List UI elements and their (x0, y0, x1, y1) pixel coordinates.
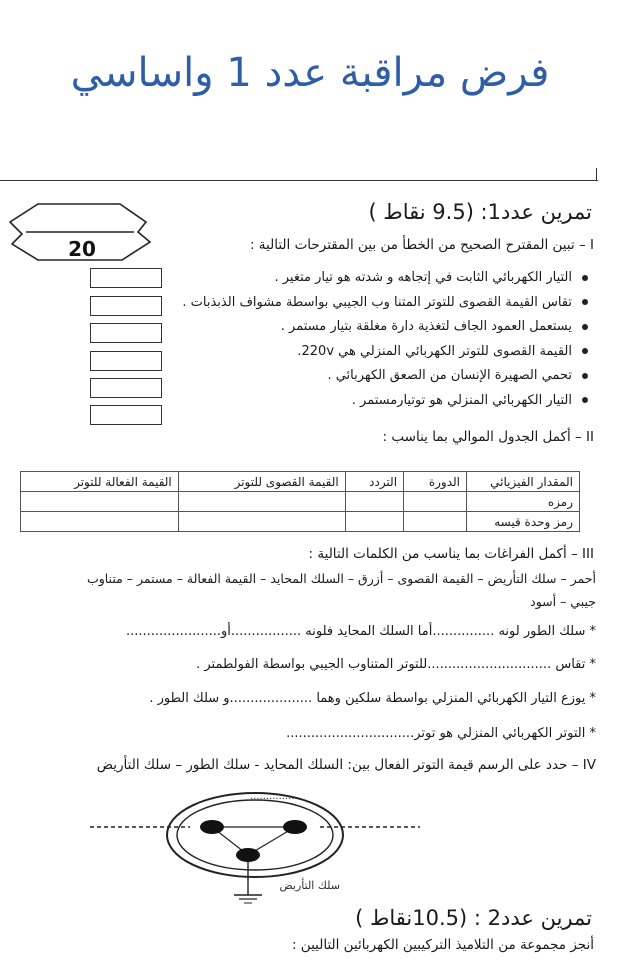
table-row-label: رمزه (467, 492, 580, 512)
fill-sentence: * تقاس ..............................للتوتر المتناوب الجيبي بواسطة الفولطمتر . (196, 657, 596, 672)
bullet-icon (582, 373, 588, 379)
table-row (21, 492, 580, 512)
fill-sentence: * سلك الطور لونه ...............أما السلك المحايد فلونه .................أو....................... (125, 624, 596, 639)
part1-list (118, 266, 588, 413)
exercise1-heading: تمرين عدد1: (9.5 نقاط ) (368, 200, 592, 224)
physics-table (20, 471, 580, 532)
terminal-ground (236, 848, 260, 862)
table-header: القيمة الفعالة للتوتر (21, 472, 179, 492)
part3-label: III – أكمل الفراغات بما يناسب من الكلمات التالية : (308, 546, 594, 562)
separator-line (0, 180, 598, 181)
answer-box[interactable] (90, 405, 162, 425)
terminal-right (283, 820, 307, 834)
table-header-row (21, 472, 580, 492)
page-title: فرض مراقبة عدد 1 واساسي (70, 50, 550, 96)
table-cell[interactable] (21, 492, 179, 512)
socket-diagram (90, 785, 520, 905)
list-item: القيمة القصوى للتوتر الكهربائي المنزلي هي 220v. (118, 340, 588, 365)
separator-tick (596, 168, 597, 181)
bullet-icon (582, 397, 588, 403)
table-row (21, 512, 580, 532)
answer-box[interactable] (90, 323, 162, 343)
answer-box[interactable] (90, 268, 162, 288)
bullet-icon (582, 324, 588, 330)
table-cell[interactable] (404, 512, 467, 532)
terminal-left (200, 820, 224, 834)
table-cell[interactable] (21, 512, 179, 532)
part1-label: I – تبين المقترح الصحيح من الخطأ من بين المقترحات التالية : (249, 237, 594, 253)
table-header: التردد (345, 472, 403, 492)
list-item: تقاس القيمة القصوى للتوتر المتنا وب الجيبي بواسطة مشواف الذبذبات . (118, 291, 588, 316)
ground-label: سلك التأريض (279, 879, 340, 892)
list-item: التيار الكهربائي المنزلي هو توتيارمستمر . (118, 389, 588, 414)
grade-badge (0, 192, 160, 272)
diagram-dots: .............. (250, 791, 295, 802)
grade-value: 20 (68, 237, 96, 261)
table-row-label: رمز وحدة قيسه (467, 512, 580, 532)
table-cell[interactable] (178, 512, 345, 532)
socket-outer (167, 793, 343, 877)
fill-sentence: * يوزع التيار الكهربائي المنزلي بواسطة سلكين وهما ....................و سلك الطور . (149, 691, 596, 706)
table-cell[interactable] (345, 512, 403, 532)
answer-box[interactable] (90, 378, 162, 398)
list-item: التيار الكهربائي الثابت في إتجاهه و شدته هو تيار متغير . (118, 266, 588, 291)
bullet-icon (582, 275, 588, 281)
exercise2-heading: تمرين عدد2 : (10.5نقاط ) (355, 906, 592, 930)
table-cell[interactable] (178, 492, 345, 512)
answer-box[interactable] (90, 296, 162, 316)
fill-sentence: * التوتر الكهربائي المنزلي هو توتر............................... (286, 726, 596, 741)
answer-box[interactable] (90, 351, 162, 371)
part2-label: II – أكمل الجدول الموالي بما يناسب : (382, 429, 594, 445)
list-item: يستعمل العمود الجاف لتغذية دارة مغلقة بتيار مستمر . (118, 315, 588, 340)
exercise2-intro: أنجز مجموعة من التلاميذ التركيبين الكهربائين التاليين : (291, 937, 594, 953)
table-header: المقدار الفيزيائي (467, 472, 580, 492)
list-item: تحمي الصهيرة الإنسان من الصعق الكهربائي . (118, 364, 588, 389)
bullet-icon (582, 348, 588, 354)
table-header: الدورة (404, 472, 467, 492)
part4-label: IV – حدد على الرسم قيمة التوتر الفعال بين: السلك المحايد - سلك الطور – سلك التأريض (96, 757, 596, 773)
table-cell[interactable] (345, 492, 403, 512)
table-header: القيمة القصوى للتوتر (178, 472, 345, 492)
word-bank: أحمر – سلك التأريض – القيمة القصوى – أزرق – السلك المحايد – القيمة الفعالة – مستمر – متناوب (86, 571, 596, 586)
bullet-icon (582, 299, 588, 305)
table-cell[interactable] (404, 492, 467, 512)
word-bank-cont: جيبي – أسود (530, 594, 596, 609)
